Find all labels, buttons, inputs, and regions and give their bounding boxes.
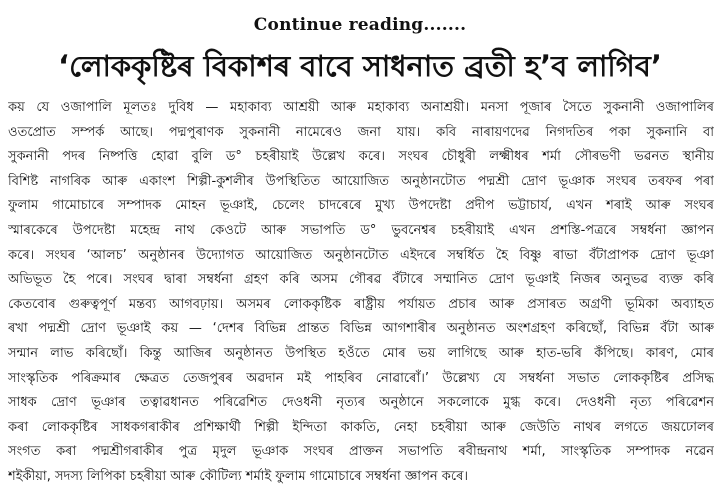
- body-line: ৰখা পদ্মশ্ৰী দ্ৰোণ ভূঞাই কয় — ‘দেশৰ বিভিন্ন প্ৰান্তত বিভিন্ন আগশাৰীৰ অনুষ্ঠানত অংশগ্ৰহণ কৰিছোঁ, বিভিন্ন বঁটা আৰু: [8, 321, 714, 337]
- article-body: [8, 96, 714, 490]
- body-line: সাধক দ্ৰোণ ভূঞাৰ তত্বাৱধানত পৰিৱেশিত দেওধনী নৃত্যৰ অনুষ্ঠানে সকলোকে মুগ্ধ কৰে। দেওধনী নৃত্য পৰিৱেশন: [8, 395, 714, 411]
- body-line: ফুলাম গামোচাৰে সম্পাদক মোহন ভূঞাই, চেলেং চাদৰেৰে মুখ্য উপদেষ্টা প্ৰদীপ ভট্টাচাৰ্য, এখন শৰাই আৰু সংঘৰ: [8, 198, 714, 214]
- body-line: কেতবোৰ গুৰুত্বপূৰ্ণ মন্তব্য আগবঢ়ায়। অসমৰ লোককৃষ্টিক ৰাষ্ট্ৰীয় পৰ্যায়ত প্ৰচাৰ আৰু প্ৰসাৰত অগ্ৰণী ভূমিকা অব্যাহত: [8, 296, 714, 312]
- body-line: স্মাৰকেৰে উপদেষ্টা মহেন্দ্ৰ নাথ কেওটে আৰু সভাপতি ড° ভুবনেশ্বৰ চহৰীয়াই এখন প্ৰশস্তি-পত্ৰৰে সম্বৰ্ধনা জ্ঞাপন: [8, 222, 714, 238]
- body-line: সন্মান লাভ কৰিছোঁ। কিন্তু আজিৰ অনুষ্ঠানত উপস্থিত হওঁতে মোৰ ভয় লাগিছে আৰু হাত-ভৰি কঁপিছে। কাৰণ, মোৰ: [8, 345, 714, 361]
- article-headline: ‘লোককৃষ্টিৰ বিকাশৰ বাবে সাধনাত ব্ৰতী হ’ব লাগিব’: [58, 49, 662, 83]
- body-line: কৰে। সংঘৰ ‘আলচ’ অনুষ্ঠানৰ উদ্যোগত আয়োজিত অনুষ্ঠানটোত এইদৰে সম্বৰ্ধিত হৈ বিষ্ণু ৰাভা বঁটাপ্ৰাপক দ্ৰোণ ভূঞা: [8, 247, 714, 263]
- continue-reading-label: Continue reading.......: [253, 15, 467, 35]
- body-line: কয় যে ওজাপালি মূলতঃ দুবিধ — মহাকাব্য আশ্ৰয়ী আৰু মহাকাব্য অনাশ্ৰয়ী। মনসা পূজাৰ সৈতে সুকনানী ওজাপালিৰ: [8, 100, 714, 115]
- body-line: সুকনানী পদৰ নিষ্পত্তি হোৱা বুলি ড° চহৰীয়াই উল্লেখ কৰে। সংঘৰ চৌধুৰী লক্ষ্মীধৰ শৰ্মা সৌৰভণী ভৱনত স্থানীয়: [8, 149, 714, 165]
- body-line: সংগত কৰা পদ্মশ্ৰীগৰাকীৰ পুত্ৰ মৃদুল ভূঞাক সংঘৰ প্ৰাক্তন সভাপতি ৰবীন্দ্ৰনাথ শৰ্মা, সাংস্কৃতিক সম্পাদক নৱেন: [8, 444, 714, 460]
- body-line: সাংস্কৃতিক পৰিক্ৰমাৰ ক্ষেত্ৰত তেজপুৰৰ অৱদান মই পাহৰিব নোৱাৰোঁ।’ উল্লেখ্য যে সম্বৰ্ধনা সভাত লোককৃষ্টিৰ প্ৰসিদ্ধ: [8, 370, 714, 386]
- body-line: ওতপ্ৰোত সম্পৰ্ক আছে। পদ্মপুৰাণক সুকনানী নামেৰেও জনা যায়। কবি নাৰায়ণদেৱ নিগদতিৰ পকা সুকনানি বা: [8, 124, 714, 140]
- body-line: শইকীয়া, সদস্য লিপিকা চহৰীয়া আৰু কৌটিল্য শৰ্মাই ফুলাম গামোচাৰে সম্বৰ্ধনা জ্ঞাপন কৰে।: [8, 468, 469, 484]
- body-line: অভিভূত হৈ পৰে। সংঘৰ দ্বাৰা সম্বৰ্ধনা গ্ৰহণ কৰি অসম গৌৰৱ বঁটাৰে সম্মানিত দ্ৰোণ ভূঞাই নিজৰ অনুভৱ ব্যক্ত কৰি: [8, 272, 714, 288]
- body-line: কৰা লোককৃষ্টিৰ সাধকগৰাকীৰ প্ৰশিক্ষাৰ্থী শিল্পী ইন্দিতা কাকতি, নেহা চহৰীয়া আৰু জেউতি নাথৰ লগতে জয়ঢোলৰ: [8, 419, 714, 435]
- body-line: বিশিষ্ট নাগৰিক আৰু একাংশ শিল্পী-কুশলীৰ উপস্থিতিত আয়োজিত অনুষ্ঠানটোত পদ্মশ্ৰী দ্ৰোণ ভূঞাক সংঘৰ তৰফৰ পৰা: [8, 173, 714, 189]
